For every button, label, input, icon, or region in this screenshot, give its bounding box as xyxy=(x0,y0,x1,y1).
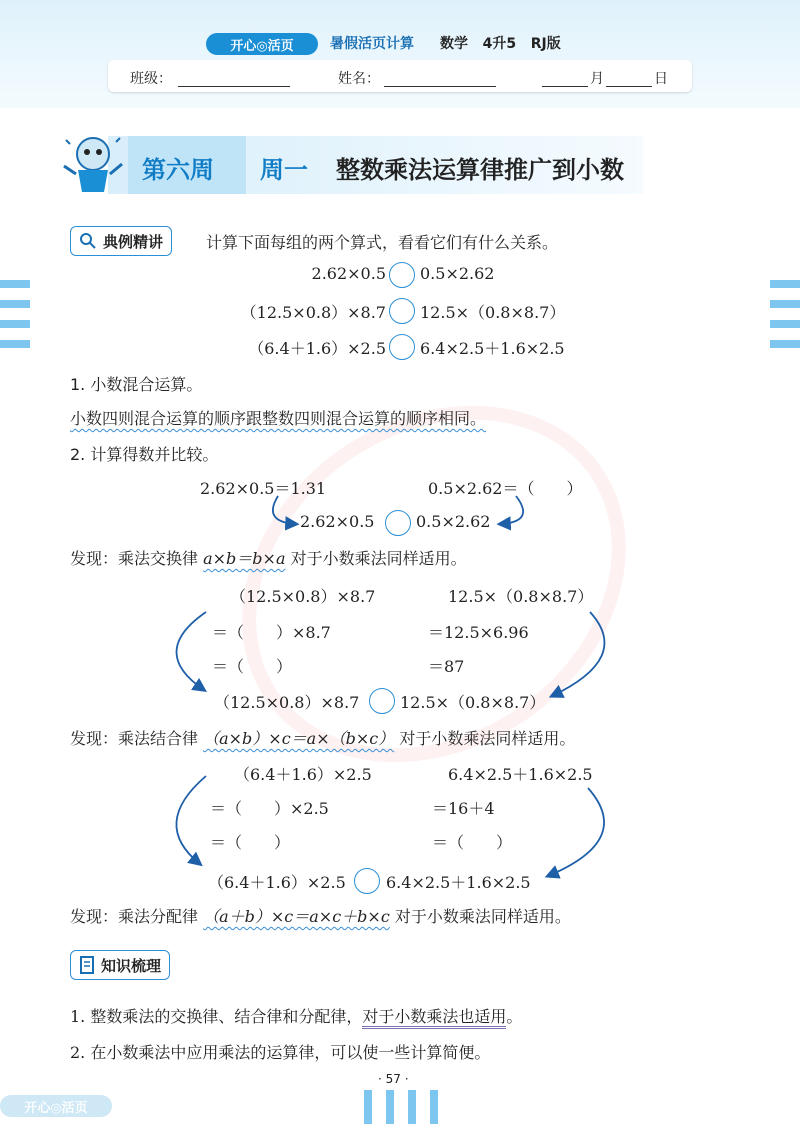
knowledge-item-1-end: 。 xyxy=(506,1007,523,1026)
arrow xyxy=(500,496,523,524)
footer-bar xyxy=(386,1090,394,1124)
brand-logo: 开心◎活页 xyxy=(206,33,318,55)
finding-prefix: 发现：乘法交换律 xyxy=(70,549,199,568)
g2-right3: ＝87 xyxy=(428,657,465,676)
series-title: 暑假活页计算 xyxy=(330,36,414,52)
knowledge-tag xyxy=(70,950,170,980)
footer-logo: 开心◎活页 xyxy=(0,1095,112,1117)
g1-right: 0.5×2.62＝（ ） xyxy=(428,479,583,498)
knowledge-tag-label: 知识梳理 xyxy=(101,956,162,975)
day-label-title: 周一 xyxy=(260,156,308,184)
subject: 数学 xyxy=(440,36,468,52)
pair2-left: （12.5×0.8）×8.7 xyxy=(240,303,386,322)
section1-heading: 1. 小数混合运算。 xyxy=(70,375,203,394)
g2-left3: ＝（ ） xyxy=(212,657,293,676)
month-label: 月 xyxy=(590,71,604,87)
finding-law: （a×b）×c＝a×（b×c） xyxy=(203,729,395,748)
edition: RJ版 xyxy=(530,36,561,52)
finding-suffix: 对于小数乘法同样适用。 xyxy=(290,549,467,568)
section2-heading: 2. 计算得数并比较。 xyxy=(70,445,219,464)
knowledge-item-1-text: 1. 整数乘法的交换律、结合律和分配律， xyxy=(70,1007,363,1026)
footer-bar xyxy=(364,1090,372,1124)
g1-left: 2.62×0.5＝1.31 xyxy=(200,479,327,498)
page-number: · 57 · xyxy=(378,1072,409,1086)
arrow xyxy=(176,776,206,864)
g2-right2: ＝12.5×6.96 xyxy=(428,623,529,642)
g2-right1: 12.5×（0.8×8.7） xyxy=(448,587,594,606)
example-prompt: 计算下面每组的两个算式，看看它们有什么关系。 xyxy=(206,233,559,252)
g3-left3: ＝（ ） xyxy=(210,833,291,852)
g2-compare-left: （12.5×0.8）×8.7 xyxy=(214,693,360,712)
arrow xyxy=(548,788,604,876)
day-label: 日 xyxy=(654,71,668,87)
g3-compare-right: 6.4×2.5＋1.6×2.5 xyxy=(386,873,531,892)
finding-prefix: 发现：乘法分配律 xyxy=(70,907,199,926)
g3-right1: 6.4×2.5＋1.6×2.5 xyxy=(448,765,593,784)
footer-bars xyxy=(360,1090,440,1124)
g3-left2: ＝（ ）×2.5 xyxy=(210,799,329,818)
arrow xyxy=(552,612,604,696)
arrow xyxy=(273,496,296,524)
g2-compare-right: 12.5×（0.8×8.7） xyxy=(400,693,546,712)
grade: 4升5 xyxy=(482,36,517,52)
finding-suffix: 对于小数乘法同样适用。 xyxy=(399,729,576,748)
g3-left1: （6.4＋1.6）×2.5 xyxy=(234,765,372,784)
class-label: 班级： xyxy=(130,71,172,87)
g1-compare-right: 0.5×2.62 xyxy=(416,512,491,531)
finding-law: a×b＝b×a xyxy=(203,549,286,568)
g2-left2: ＝（ ）×8.7 xyxy=(212,623,331,642)
finding-suffix: 对于小数乘法同样适用。 xyxy=(394,907,571,926)
week-label: 第六周 xyxy=(142,156,214,184)
g3-compare-left: （6.4＋1.6）×2.5 xyxy=(208,873,346,892)
section1-text: 小数四则混合运算的顺序跟整数四则混合运算的顺序相同。 xyxy=(70,409,487,428)
pair3-left: （6.4＋1.6）×2.5 xyxy=(248,339,386,358)
example-tag-label: 典例精讲 xyxy=(103,232,164,251)
footer-bar xyxy=(408,1090,416,1124)
knowledge-item-1 xyxy=(70,1004,522,1027)
pair1-left: 2.62×0.5 xyxy=(311,264,386,283)
g3-right3: ＝（ ） xyxy=(432,833,513,852)
arrow xyxy=(176,612,206,690)
name-label: 姓名： xyxy=(338,71,380,87)
g3-right2: ＝16＋4 xyxy=(432,799,495,818)
pair3-right: 6.4×2.5＋1.6×2.5 xyxy=(420,339,565,358)
page-title: 整数乘法运算律推广到小数 xyxy=(336,156,624,184)
pair2-right: 12.5×（0.8×8.7） xyxy=(420,303,566,322)
g2-left1: （12.5×0.8）×8.7 xyxy=(230,587,376,606)
notebook-icon xyxy=(79,956,95,974)
g1-compare-left: 2.62×0.5 xyxy=(300,512,375,531)
knowledge-item-2: 2. 在小数乘法中应用乘法的运算律，可以使一些计算简便。 xyxy=(70,1043,491,1062)
finding-prefix: 发现：乘法结合律 xyxy=(70,729,199,748)
footer-bar xyxy=(430,1090,438,1124)
finding-law: （a＋b）×c＝a×c＋b×c xyxy=(203,907,390,926)
knowledge-item-1-highlight: 对于小数乘法也适用 xyxy=(362,1007,506,1029)
pair1-right: 0.5×2.62 xyxy=(420,264,495,283)
